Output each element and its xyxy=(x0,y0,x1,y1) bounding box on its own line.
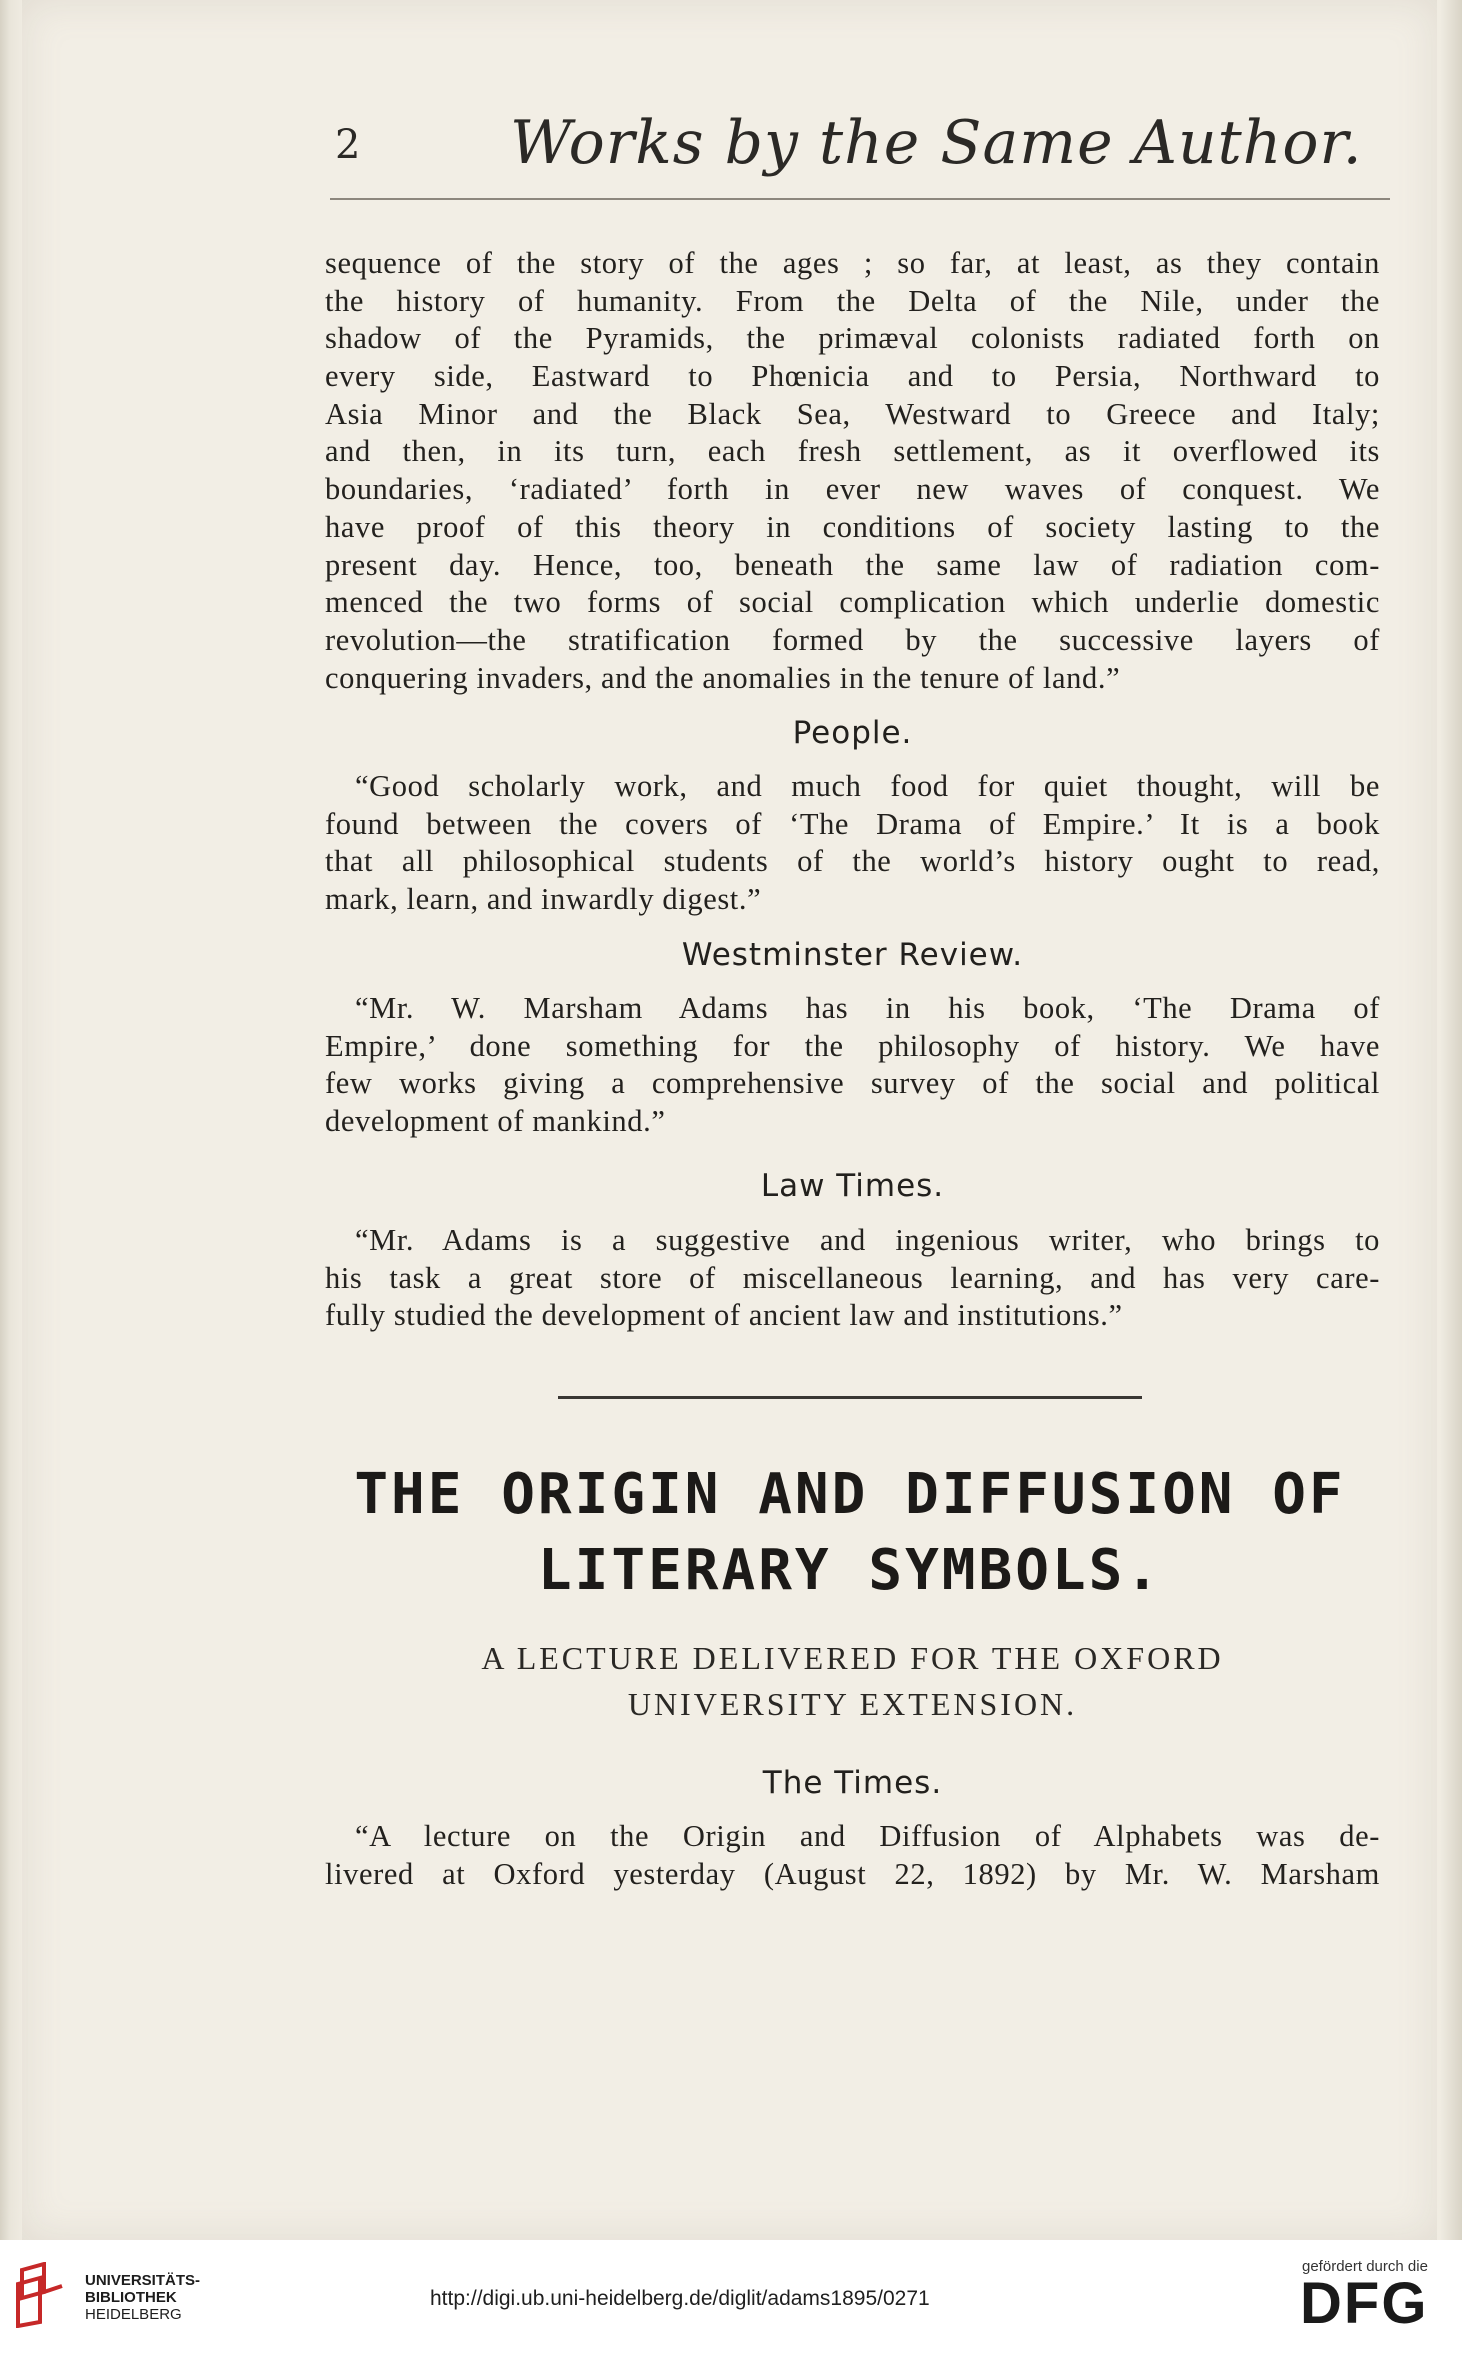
text-line: that all philosophical students of the world’s history ought to read, xyxy=(325,844,1380,879)
review-law-times xyxy=(325,1222,1380,1335)
text-line: development of mankind.” xyxy=(325,1104,666,1139)
text-line: “Good scholarly work, and much food for quiet thought, will be xyxy=(355,769,1380,803)
text-line: and then, in its turn, each fresh settlement, as it overflowed its xyxy=(325,434,1380,469)
text-line: have proof of this theory in conditions of society lasting to the xyxy=(325,509,1380,544)
review-people xyxy=(325,768,1380,919)
text-line: conquering invaders, and the anomalies in the tenure of land.” xyxy=(325,660,1121,695)
text-line: “A lecture on the Origin and Diffusion of Alphabets was de- xyxy=(355,1819,1380,1853)
review-westminster xyxy=(325,990,1380,1141)
text-line: “Mr. Adams is a suggestive and ingenious writer, who brings to xyxy=(355,1223,1380,1257)
intro-paragraph xyxy=(325,245,1380,697)
library-name xyxy=(85,2272,200,2323)
header-rule xyxy=(330,198,1390,200)
funding-note: gefördert durch die xyxy=(1302,2258,1428,2275)
library-line-2: BIBLIOTHEK xyxy=(85,2289,177,2306)
text-line: shadow of the Pyramids, the primæval colonists radiated forth on xyxy=(325,321,1380,356)
review-source-westminster: Westminster Review. xyxy=(681,937,1024,973)
section-divider xyxy=(558,1396,1142,1399)
text-line: his task a great store of miscellaneous learning, and has very care- xyxy=(325,1260,1380,1295)
dfg-logo: DFG xyxy=(1300,2271,1429,2336)
text-line: every side, Eastward to Phœnicia and to Persia, Northward to xyxy=(325,359,1380,394)
text-line: revolution—the stratification formed by the successive layers of xyxy=(325,622,1380,657)
text-line: mark, learn, and inwardly digest.” xyxy=(325,882,762,917)
text-line: Asia Minor and the Black Sea, Westward to Greece and Italy; xyxy=(325,396,1380,431)
text-line: present day. Hence, too, beneath the same law of radiation com- xyxy=(325,547,1380,582)
text-line: Empire,’ done something for the philosophy of history. We have xyxy=(325,1028,1380,1063)
review-source-law-times: Law Times. xyxy=(760,1168,945,1204)
library-line-1: UNIVERSITÄTS- xyxy=(85,2272,201,2289)
review-source-times: The Times. xyxy=(762,1765,943,1801)
section-title-line-2: LITERARY SYMBOLS. xyxy=(537,1538,1163,1603)
review-source-people: People. xyxy=(792,715,913,751)
text-line: menced the two forms of social complication which underlie domestic xyxy=(325,585,1380,620)
running-title: Works by the Same Author. xyxy=(510,108,1363,178)
text-line: livered at Oxford yesterday (August 22, 1892) by Mr. W. Marsham xyxy=(325,1856,1380,1891)
text-line: fully studied the development of ancient law and institutions.” xyxy=(325,1298,1123,1333)
library-line-3: HEIDELBERG xyxy=(85,2306,182,2323)
library-logo-icon xyxy=(14,2262,70,2328)
text-line: found between the covers of ‘The Drama of Empire.’ It is a book xyxy=(325,806,1380,841)
section-subtitle-line-2: UNIVERSITY EXTENSION. xyxy=(627,1686,1078,1722)
review-times xyxy=(325,1818,1380,1893)
page-number: 2 xyxy=(335,122,361,168)
text-line: boundaries, ‘radiated’ forth in ever new waves of conquest. We xyxy=(325,472,1380,507)
text-line: “Mr. W. Marsham Adams has in his book, ‘The Drama of xyxy=(355,991,1380,1025)
text-line: few works giving a comprehensive survey of the social and political xyxy=(325,1066,1380,1101)
section-title-line-1: THE ORIGIN AND DIFFUSION OF xyxy=(354,1462,1346,1527)
section-subtitle-line-1: A LECTURE DELIVERED FOR THE OXFORD xyxy=(481,1640,1224,1676)
permalink-url[interactable]: http://digi.ub.uni-heidelberg.de/diglit/adams1895/0271 xyxy=(430,2287,930,2310)
text-line: sequence of the story of the ages ; so far, at least, as they contain xyxy=(325,246,1380,280)
text-line: the history of humanity. From the Delta of the Nile, under the xyxy=(325,283,1380,318)
